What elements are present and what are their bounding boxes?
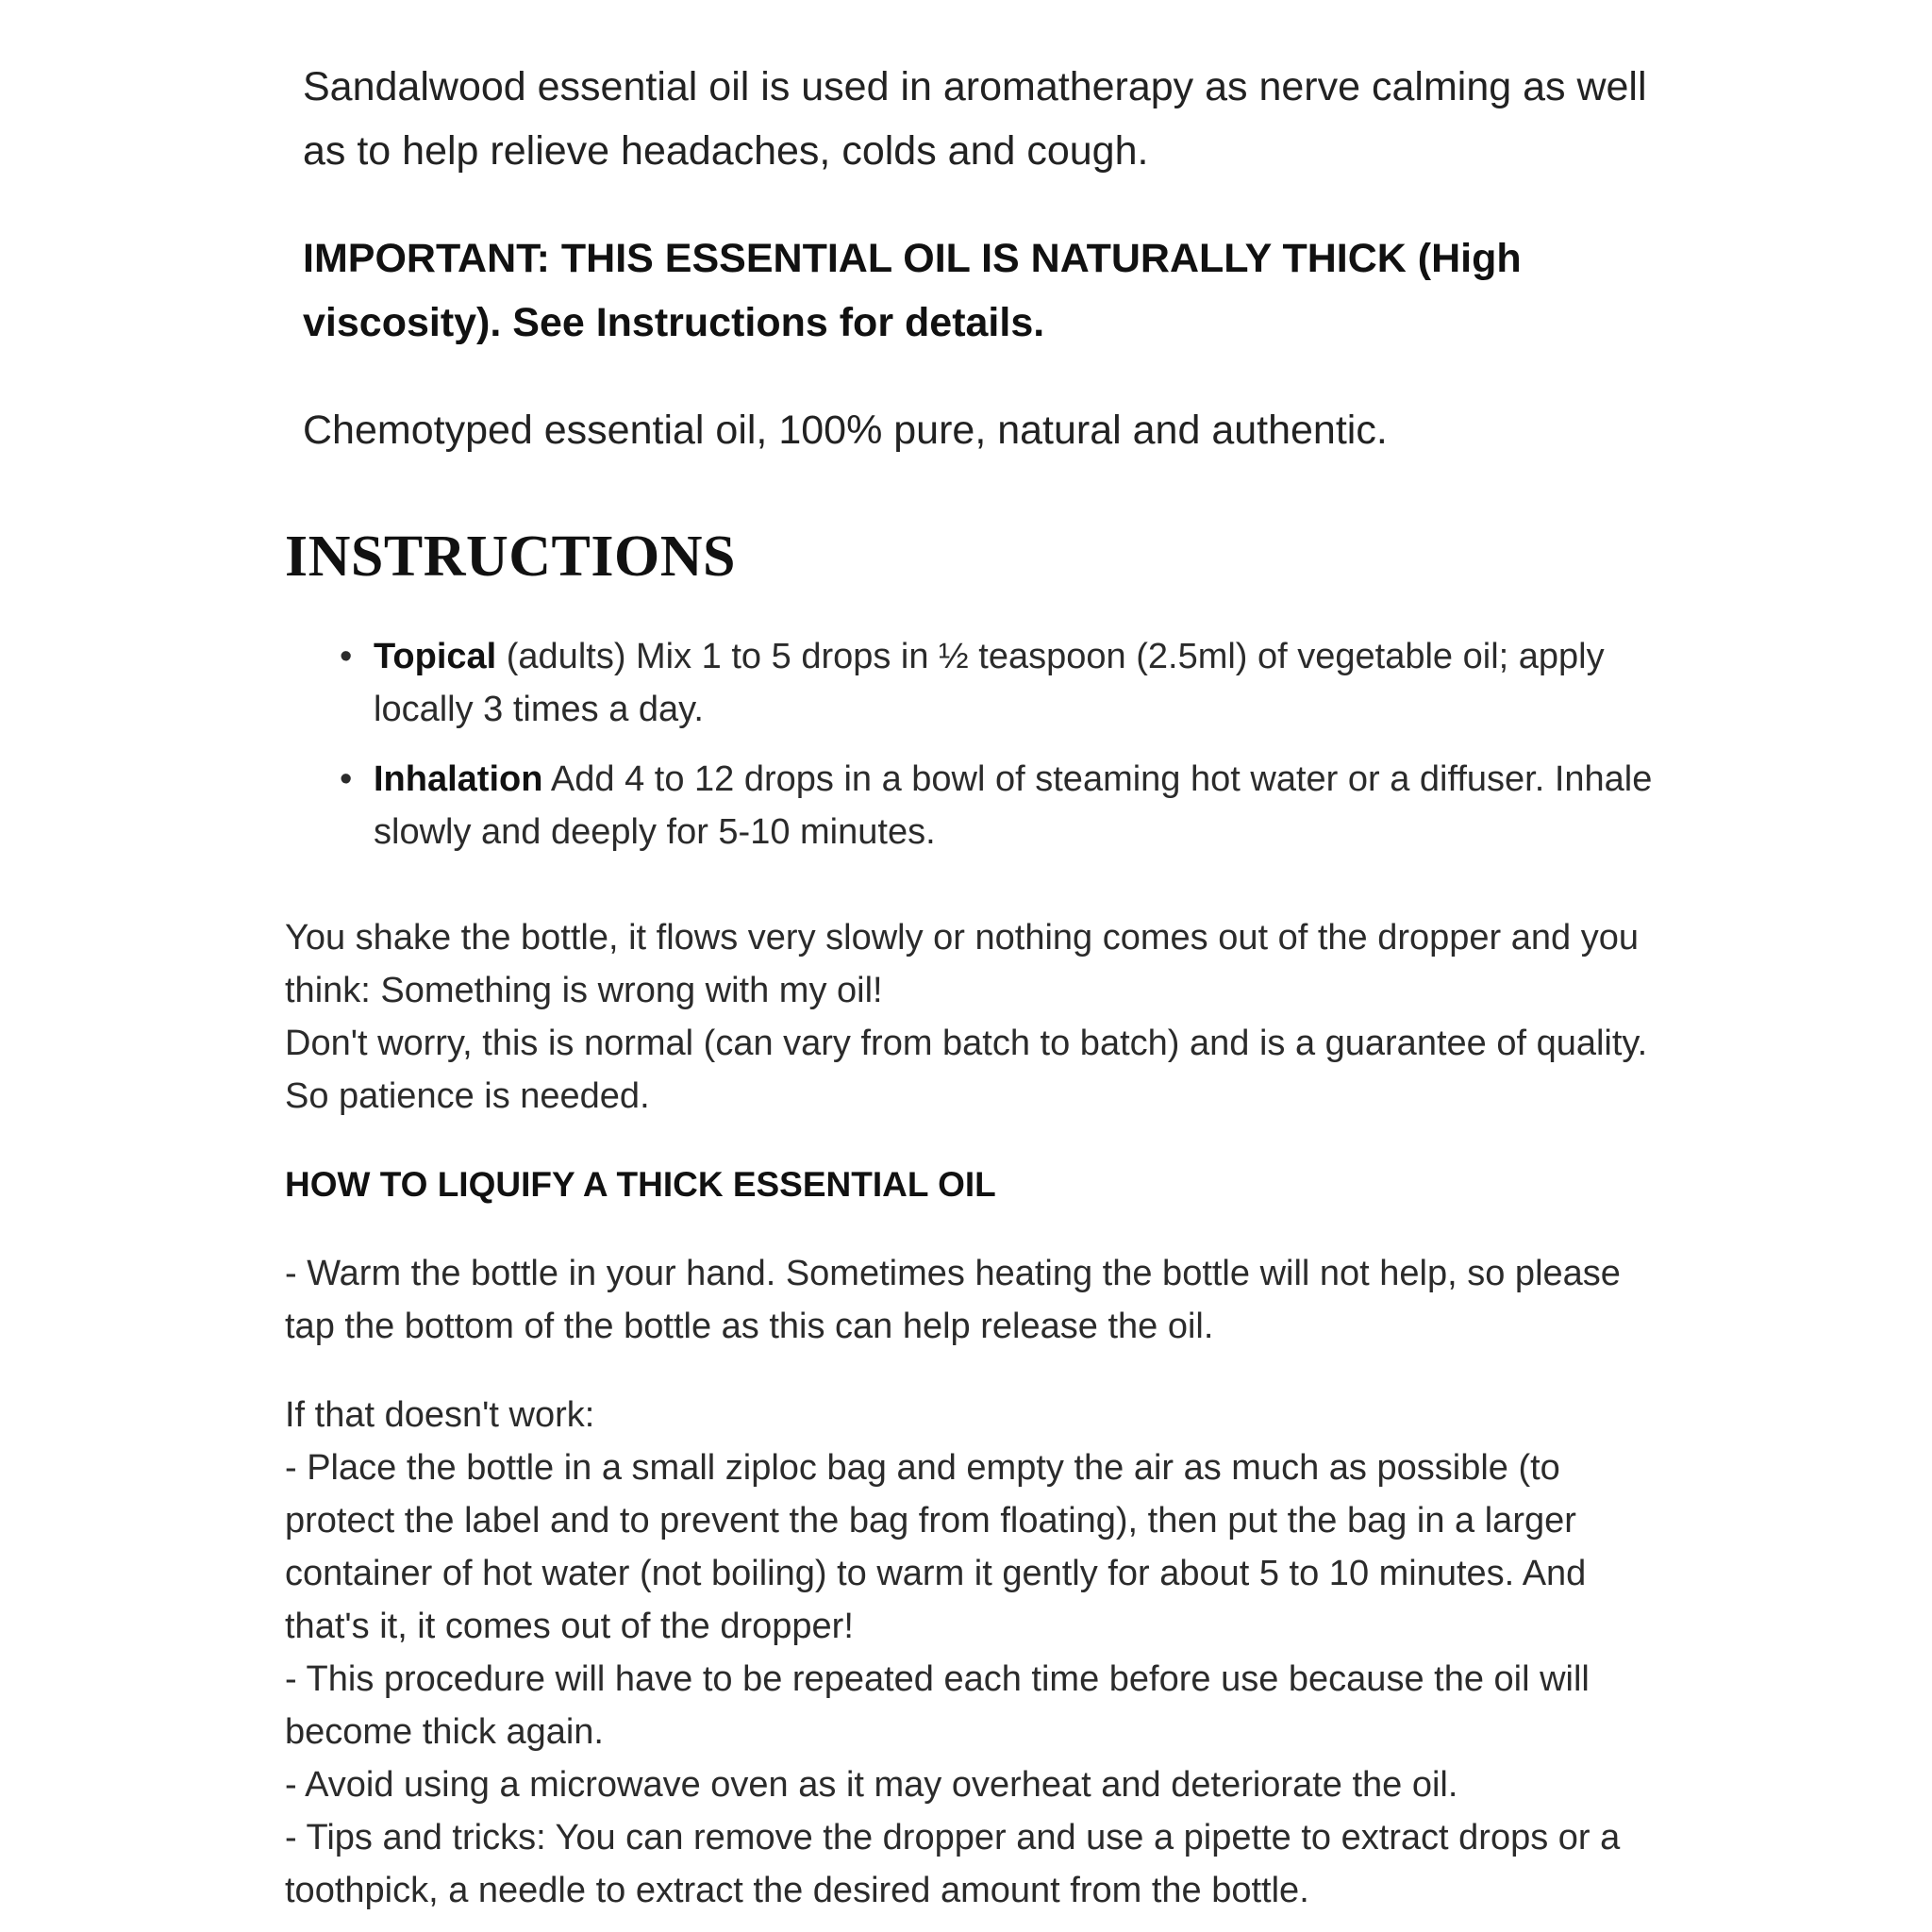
warm-tip-text: - Warm the bottle in your hand. Sometimes heating the bottle will not help, so please tap the bottom of the bottle as this can help release the oil.	[285, 1254, 1621, 1346]
thick-oil-line: Don't worry, this is normal (can vary from batch to batch) and is a guarantee of quality. So patience is needed.	[285, 1024, 1648, 1116]
thick-oil-line: You shake the bottle, it flows very slowly or nothing comes out of the dropper and you think: Something is wrong with my oil!	[285, 918, 1639, 1010]
list-item-text: Add 4 to 12 drops in a bowl of steaming hot water or a diffuser. Inhale slowly and deeply for 5-10 minutes.	[374, 759, 1653, 852]
warm-tip-paragraph	[285, 1247, 1662, 1353]
thick-oil-explanation	[285, 911, 1662, 1917]
purity-statement: Chemotyped essential oil, 100% pure, natural and authentic.	[303, 408, 1388, 453]
thick-oil-paragraph	[285, 911, 1662, 1123]
fallback-line: - Avoid using a microwave oven as it may overheat and deteriorate the oil.	[285, 1765, 1458, 1805]
instructions-list	[285, 630, 1662, 858]
list-item-label: Topical	[374, 637, 497, 676]
bullet-icon: •	[340, 637, 353, 676]
fallback-paragraph	[285, 1389, 1662, 1917]
fallback-line: If that doesn't work:	[285, 1395, 595, 1435]
liquify-heading: HOW TO LIQUIFY A THICK ESSENTIAL OIL	[285, 1165, 996, 1204]
fallback-line: - Tips and tricks: You can remove the dropper and use a pipette to extract drops or a toothpick, a needle to extract the desired amount from the bottle.	[285, 1818, 1621, 1910]
intro-section	[285, 55, 1662, 462]
list-item-label: Inhalation	[374, 759, 543, 799]
viscosity-warning: IMPORTANT: THIS ESSENTIAL OIL IS NATURALLY THICK (High viscosity). See Instructions for details.	[303, 236, 1522, 345]
list-item-text: (adults) Mix 1 to 5 drops in ½ teaspoon (2.5ml) of vegetable oil; apply locally 3 times a day.	[374, 637, 1605, 729]
fallback-line: - Place the bottle in a small ziploc bag and empty the air as much as possible (to protect the label and to prevent the bag from floating), then put the bag in a larger container of hot water (not boiling) to warm it gently for about 5 to 10 minutes. And that's it, it comes out of the dropper!	[285, 1448, 1587, 1646]
instructions-heading: INSTRUCTIONS	[285, 525, 737, 589]
list-item-inhalation	[340, 753, 1662, 858]
product-description	[285, 55, 1662, 1917]
list-item-topical	[340, 630, 1662, 736]
intro-paragraph: Sandalwood essential oil is used in aromatherapy as nerve calming as well as to help relieve headaches, colds and cough.	[303, 64, 1647, 174]
bullet-icon: •	[340, 759, 353, 799]
fallback-line: - This procedure will have to be repeated each time before use because the oil will become thick again.	[285, 1659, 1590, 1752]
